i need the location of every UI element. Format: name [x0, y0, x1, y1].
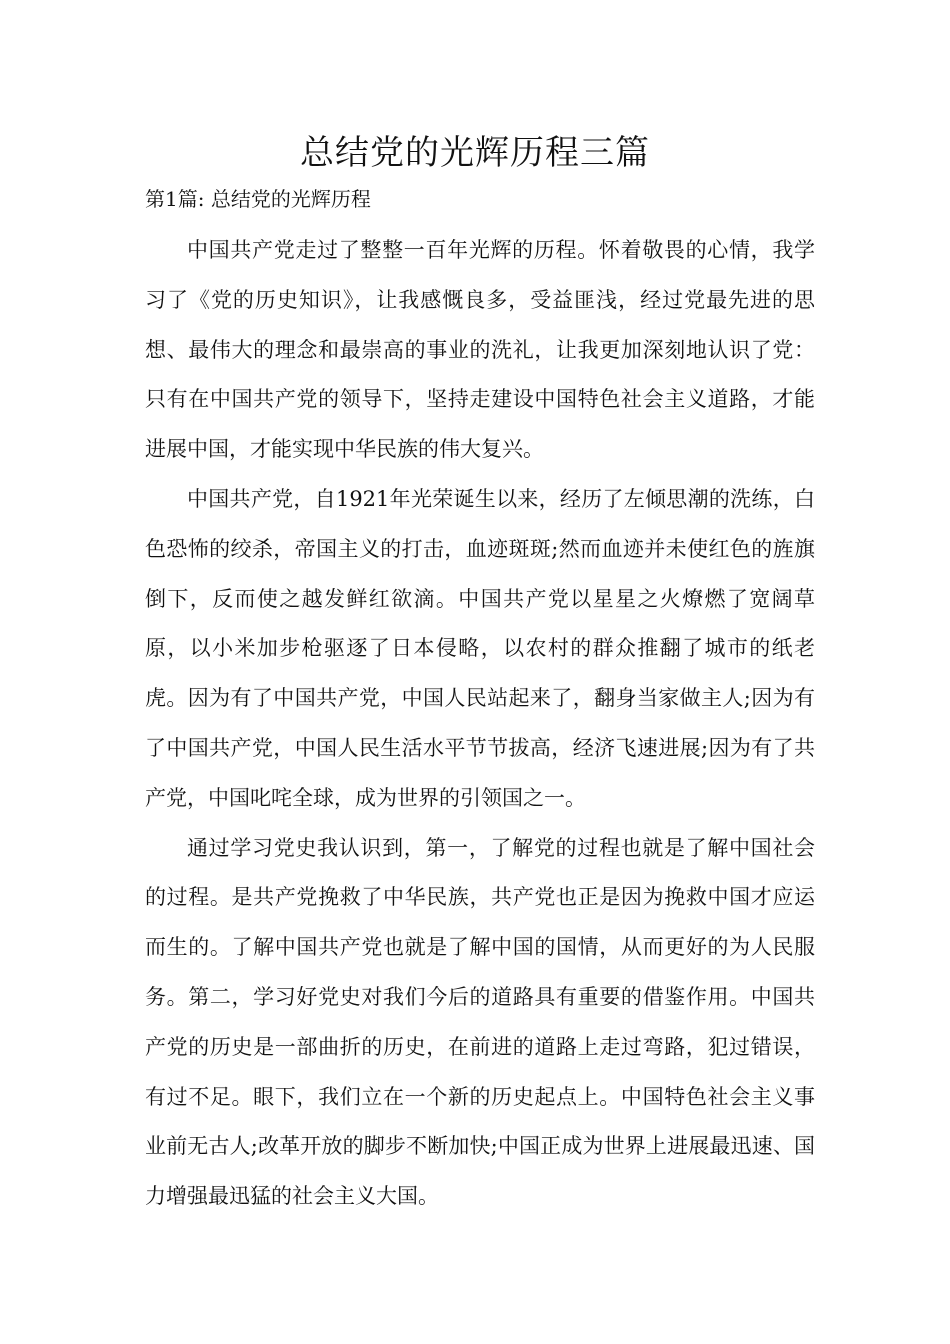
paragraph: 中国共产党，自1921年光荣诞生以来，经历了左倾思潮的洗练，白色恐怖的绞杀，帝国主义的打击，血迹斑斑;然而血迹并未使红色的旌旗倒下，反而使之越发鲜红欲滴。中国共产党以星星之火燎燃了宽阔草原，以小米加步枪驱逐了日本侵略，以农村的群众推翻了城市的纸老虎。因为有了中国共产党，中国人民站起来了，翻身当家做主人;因为有了中国共产党，中国人民生活水平节节拔高，经济飞速进展;因为有了共产党，中国叱咤全球，成为世界的引领国之一。 [145, 486, 815, 810]
document-title: 总结党的光辉历程三篇 [300, 133, 650, 173]
paragraph: 中国共产党走过了整整一百年光辉的历程。怀着敬畏的心情，我学习了《党的历史知识》，让我感慨良多，受益匪浅，经过党最先进的思想、最伟大的理念和最崇高的事业的洗礼，让我更加深刻地认识了党：只有在中国共产党的领导下，坚持走建设中国特色社会主义道路，才能进展中国，才能实现中华民族的伟大复兴。 [145, 238, 815, 462]
document-body [145, 226, 815, 1222]
paragraph: 通过学习党史我认识到，第一，了解党的过程也就是了解中国社会的过程。是共产党挽救了中华民族，共产党也正是因为挽救中国才应运而生的。了解中国共产党也就是了解中国的国情，从而更好的为人民服务。第二，学习好党史对我们今后的道路具有重要的借鉴作用。中国共产党的历史是一部曲折的历史，在前进的道路上走过弯路，犯过错误，有过不足。眼下，我们立在一个新的历史起点上。中国特色社会主义事业前无古人;改革开放的脚步不断加快;中国正成为世界上进展最迅速、国力增强最迅猛的社会主义大国。 [145, 835, 815, 1209]
section-heading: 第1篇: 总结党的光辉历程 [145, 187, 371, 211]
